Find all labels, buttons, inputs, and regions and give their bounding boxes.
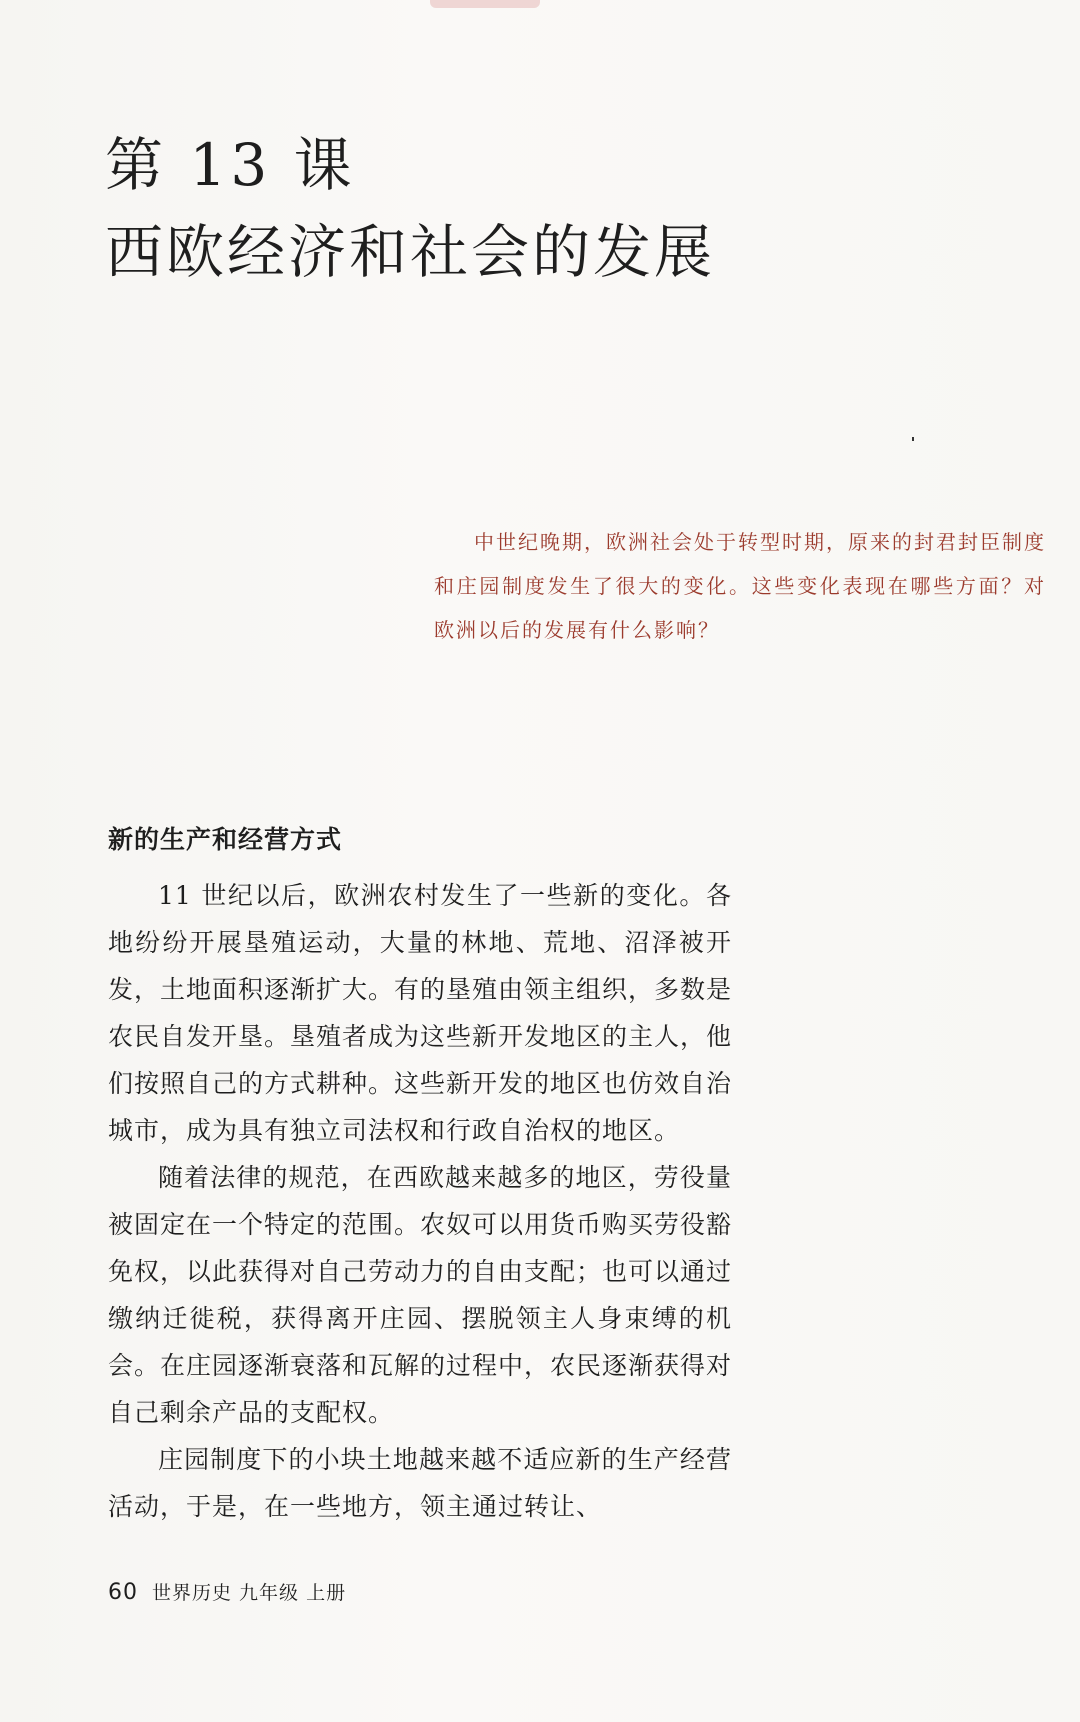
book-title: 世界历史 九年级 上册: [152, 1582, 347, 1604]
body-paragraph: 11 世纪以后，欧洲农村发生了一些新的变化。各地纷纷开展垦殖运动，大量的林地、荒地、沼泽被开发，土地面积逐渐扩大。有的垦殖由领主组织，多数是农民自发开垦。垦殖者成为这些新开发地区的主人，他们按照自己的方式耕种。这些新开发的地区也仿效自治城市，成为具有独立司法权和行政自治权的地区。: [108, 881, 733, 1145]
section-heading: 新的生产和经营方式: [108, 825, 343, 854]
lesson-intro: 中世纪晚期，欧洲社会处于转型时期，原来的封君封臣制度和庄园制度发生了很大的变化。这些变化表现在哪些方面？对欧洲以后的发展有什么影响？: [434, 530, 1046, 642]
top-edge-mark: [430, 0, 540, 8]
body-paragraph: 随着法律的规范，在西欧越来越多的地区，劳役量被固定在一个特定的范围。农奴可以用货币购买劳役豁免权，以此获得对自己劳动力的自由支配；也可以通过缴纳迁徙税，获得离开庄园、摆脱领主人身束缚的机会。在庄园逐渐衰落和瓦解的过程中，农民逐渐获得对自己剩余产品的支配权。: [108, 1163, 733, 1427]
section-body: [108, 872, 732, 1530]
lesson-number: 第 13 课: [105, 131, 356, 199]
body-paragraph: 庄园制度下的小块土地越来越不适应新的生产经营活动，于是，在一些地方，领主通过转让、: [108, 1445, 732, 1521]
page-number: 60: [108, 1580, 138, 1605]
page-footer: [108, 1578, 346, 1608]
lesson-title: 西欧经济和社会的发展: [105, 218, 716, 286]
print-speck: [912, 437, 914, 441]
